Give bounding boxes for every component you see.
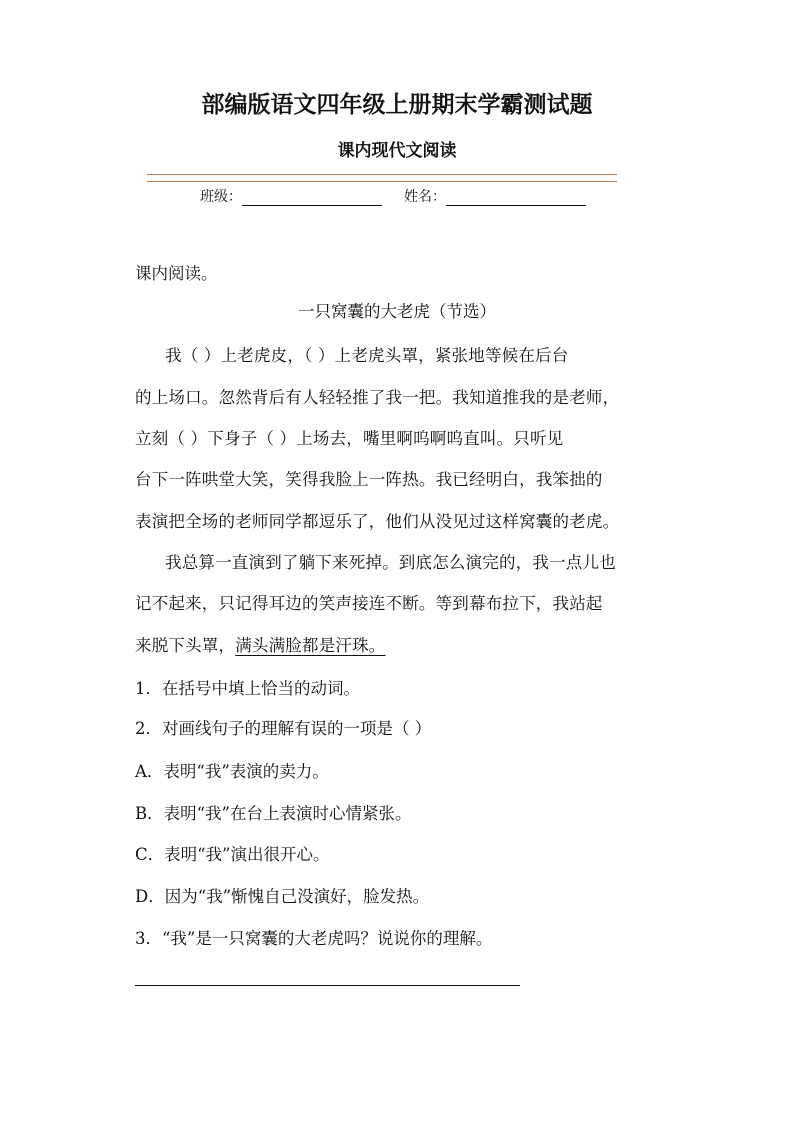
answer-line[interactable] — [135, 985, 520, 986]
passage-line: 台下一阵哄堂大笑，笑得我脸上一阵热。我已经明白，我笨拙的 — [135, 470, 603, 489]
option-a: A．表明“我”表演的卖力。 — [135, 762, 329, 781]
name-field[interactable] — [446, 187, 586, 206]
option-c: C．表明“我”演出很开心。 — [135, 845, 330, 864]
passage-line: 我总算一直演到了躺下来死掉。到底怎么演完的，我一点儿也 — [165, 553, 616, 572]
underlined-sentence: 满头满脸都是汗珠。 — [235, 636, 386, 655]
passage-line: 我（ ）上老虎皮，（ ）上老虎头罩，紧张地等候在后台 — [165, 346, 569, 365]
header-divider-top — [147, 174, 617, 175]
passage-title: 一只窝囊的大老虎（节选） — [298, 302, 496, 321]
option-d: D．因为“我”惭愧自己没演好，脸发热。 — [135, 887, 430, 906]
section-label: 课内阅读。 — [135, 264, 218, 283]
page-title: 部编版语文四年级上册期末学霸测试题 — [201, 91, 593, 118]
passage-line: 立刻（ ）下身子（ ）上场去，嘴里啊呜啊呜直叫。只听见 — [135, 429, 564, 448]
class-label: 班级： — [200, 188, 242, 204]
name-label: 姓名： — [404, 188, 446, 204]
page-subtitle: 课内现代文阅读 — [337, 141, 457, 161]
question-3: 3．“我”是一只窝囊的大老虎吗？说说你的理解。 — [135, 929, 493, 948]
passage-line: 的上场口。忽然背后有人轻轻推了我一把。我知道推我的是老师， — [135, 388, 620, 407]
passage-line: 表演把全场的老师同学都逗乐了，他们从没见过这样窝囊的老虎。 — [135, 512, 620, 531]
question-2: 2．对画线句子的理解有误的一项是（ ） — [135, 719, 432, 738]
passage-line: 记不起来，只记得耳边的笑声接连不断。等到幕布拉下，我站起 — [135, 594, 603, 613]
header-divider-bottom — [147, 181, 617, 182]
class-field[interactable] — [242, 187, 382, 206]
passage-line-prefix: 来脱下头罩， — [135, 636, 236, 655]
passage-last-line — [135, 632, 386, 656]
option-b: B．表明“我”在台上表演时心情紧张。 — [135, 804, 412, 823]
student-info-row — [200, 186, 586, 206]
question-1: 1．在括号中填上恰当的动词。 — [135, 679, 360, 698]
